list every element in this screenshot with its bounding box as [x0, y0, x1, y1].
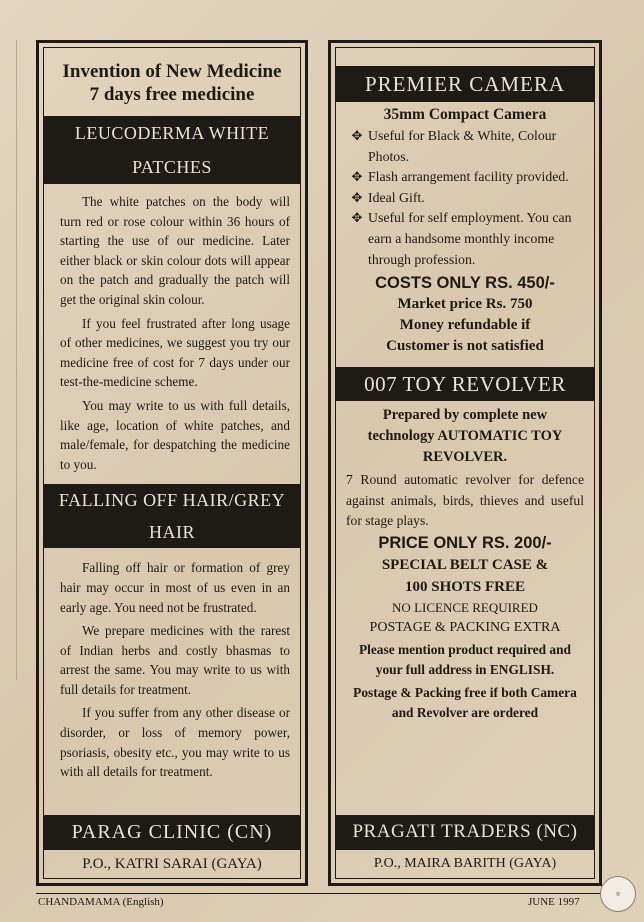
leucoderma-banner: LEUCODERMA WHITE PATCHES: [44, 116, 300, 184]
camera-feature: ✥ Ideal Gift.: [346, 188, 584, 209]
parag-clinic-banner: PARAG CLINIC (CN): [44, 815, 300, 849]
four-point-star-icon: ✥: [351, 128, 363, 143]
camera-refund-line-1: Money refundable if: [399, 317, 531, 334]
camera-refund-line-2: Customer is not satisfied: [386, 338, 544, 355]
licence-note: NO LICENCE REQUIRED: [392, 599, 538, 615]
four-point-star-icon: ✥: [351, 210, 363, 226]
hair-paragraph-2: We prepare medicines with the rarest of Indian herbs and costly bhasmas to arrest the same. You may write to us with full details for treatment.: [60, 623, 290, 697]
revolver-intro: Prepared by complete new technology AUTOMATIC TOY REVOLVER.: [367, 407, 563, 466]
page-fold-line: [16, 40, 17, 680]
hair-banner: FALLING OFF HAIR/GREY HAIR: [44, 484, 300, 548]
leucoderma-paragraph-1: The white patches on the body will turn red or rose colour within 36 hours of starting the use of our medicine. Later either black or skin colour dots will appear on the patch and gradually the patch will get the original skin colour.: [60, 194, 290, 307]
footer-rule: [36, 893, 602, 894]
camera-features-list: [336, 126, 594, 270]
mention-note: Please mention product required and your full address in ENGLISH.: [358, 641, 572, 678]
pragati-traders-ad: [328, 40, 602, 886]
watermark-stamp-icon: ◎: [600, 876, 636, 912]
camera-market-price: Market price Rs. 750: [397, 296, 533, 313]
revolver-description: 7 Round automatic revolver for defence against animals, birds, thieves and useful for stage plays.: [346, 472, 584, 529]
headline-line-2: 7 days free medicine: [89, 84, 255, 105]
camera-banner: PREMIER CAMERA: [336, 66, 594, 102]
four-point-star-icon: ✥: [351, 189, 363, 205]
issue-date: JUNE 1997: [528, 896, 580, 908]
camera-price: COSTS ONLY RS. 450/-: [375, 274, 555, 293]
magazine-name: CHANDAMAMA (English): [38, 896, 164, 908]
parag-clinic-ad: [36, 40, 308, 886]
postage-note: POSTAGE & PACKING EXTRA: [369, 619, 561, 635]
free-postage-note: Postage & Packing free if both Camera and Revolver are ordered: [353, 684, 577, 721]
camera-subtitle: 35mm Compact Camera: [383, 106, 547, 123]
headline-line-1: Invention of New Medicine: [62, 61, 282, 82]
pragati-traders-address: P.O., MAIRA BARITH (GAYA): [336, 849, 594, 878]
revolver-offer-line-1: SPECIAL BELT CASE &: [381, 556, 549, 573]
camera-feature: ✥ Flash arrangement facility provided.: [346, 167, 584, 188]
revolver-offer-line-2: 100 SHOTS FREE: [404, 578, 526, 595]
leucoderma-paragraph-2: If you feel frustrated after long usage of other medicines, we suggest you try our medicine free of cost for 7 days under our test-the-medicine scheme.: [60, 315, 290, 390]
pragati-traders-banner: PRAGATI TRADERS (NC): [336, 815, 594, 849]
leucoderma-paragraph-3: You may write to us with full details, like age, location of white patches, and male/female, for despatching the medicine to you.: [60, 397, 290, 472]
four-point-star-icon: ✥: [351, 169, 363, 185]
revolver-price: PRICE ONLY RS. 200/-: [378, 533, 552, 552]
camera-feature: ✥ Useful for self employment. You can earn a handsome monthly income through profession.: [346, 208, 584, 270]
hair-paragraph-1: Falling off hair or formation of grey hair may occur in most of us even in an early age. You need not be frustrated.: [60, 560, 290, 615]
parag-clinic-address: P.O., KATRI SARAI (GAYA): [44, 849, 300, 878]
revolver-banner: 007 TOY REVOLVER: [336, 367, 594, 401]
hair-paragraph-3: If you suffer from any other disease or disorder, or loss of memory power, psoriasis, obesity etc., you may write to us with all details for treatment.: [60, 705, 290, 780]
camera-feature: ✥ Useful for Black & White, Colour Photos.: [346, 126, 584, 167]
ad-headline: [44, 60, 300, 106]
